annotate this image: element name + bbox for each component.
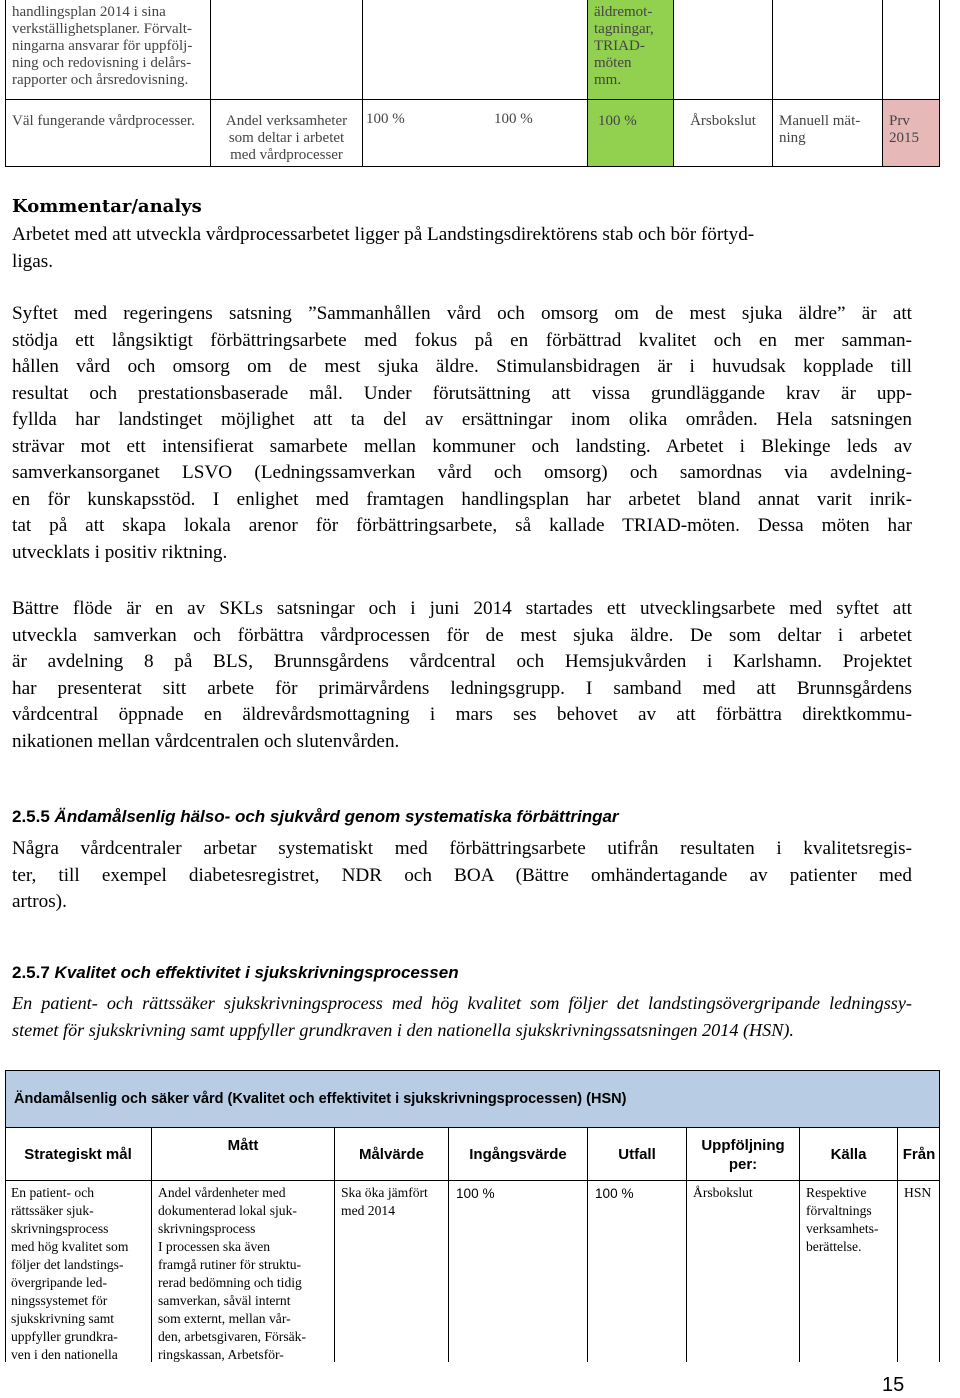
top-table-r0-green: äldremot- tagningar, TRIAD- möten mm. <box>587 0 674 100</box>
comment-paragraph: Arbetet med att utveckla vårdprocessarbetet ligger på Landstingsdirektörens stab och bör förtyd- ligas. <box>12 224 755 272</box>
top-table-r0-col2 <box>362 0 588 100</box>
hsn-cell-fran: HSN <box>904 1185 932 1200</box>
top-table-r1-kalla: Manuell mät- ning <box>772 99 883 167</box>
top-table-r1-col0: Väl fungerande vårdprocesser. <box>5 99 211 167</box>
top-table-r0-col0: handlingsplan 2014 i sina verkställighetsplaner. Förvalt- ningarna ansvarar för uppfölj- ning och redovisning i delårs- rapporter och årsredovisning. <box>5 0 211 100</box>
page-number: 15 <box>882 1374 905 1396</box>
section-255-text: Några vårdcentraler arbetar systematiskt med förbättringsarbete utifrån resultaten i kvalitetsregis- ter, till exempel diabetesregistret, NDR och BOA (Bättre omhändertagande av patienter med artros). <box>12 838 912 912</box>
top-table-r1-utfall: 100 % <box>587 99 674 167</box>
top-table-r0-col5 <box>772 0 883 100</box>
hsn-header-fran: Från <box>902 1146 936 1163</box>
top-table-ingangsvarde: 100 % <box>494 111 533 127</box>
hsn-cell-malvarde: Ska öka jämfört med 2014 <box>341 1185 428 1218</box>
hsn-cell-matt: Andel vårdenheter med dokumenterad lokal sjuk- skrivningsprocess I processen ska även framgå rutiner för struktu- rerad bedömning och tidig samverkan, såväl internt som externt, mellan vår- den, arbetsgivaren, Försäk- ringskassan, Arbetsför- <box>158 1185 306 1362</box>
top-table-r0-col4 <box>673 0 773 100</box>
comment-heading: Kommentar/analys <box>12 196 202 217</box>
hsn-table-title-bar <box>5 1070 940 1128</box>
top-table-r0-col6 <box>882 0 940 100</box>
hsn-header-uppfoljning: Uppföljning per: <box>701 1137 785 1173</box>
section-257-heading: 2.5.7 Kvalitet och effektivitet i sjukskrivningsprocessen <box>12 963 459 982</box>
hsn-header-ingangsvarde: Ingångsvärde <box>469 1146 567 1163</box>
top-table-r0-col1 <box>210 0 363 100</box>
top-table-malvarde: 100 % <box>366 111 405 127</box>
hsn-table-title: Ändamålsenlig och säker vård (Kvalitet och effektivitet i sjukskrivningsprocessen) (HSN) <box>14 1091 627 1107</box>
hsn-cell-utfall: 100 % <box>595 1186 634 1201</box>
hsn-cell-ingangsvarde: 100 % <box>456 1186 495 1201</box>
hsn-cell-kalla: Respektive förvaltnings verksamhets- berättelse. <box>806 1185 879 1254</box>
top-table-r1-fran: Prv 2015 <box>882 99 940 167</box>
section-255-heading: 2.5.5 Ändamålsenlig hälso- och sjukvård genom systematiska förbättringar <box>12 807 619 826</box>
top-table-r1-col1: Andel verksamheter som deltar i arbetet med vårdprocesser <box>210 99 363 167</box>
battre-flode-paragraph: Bättre flöde är en av SKLs satsningar och i juni 2014 startades ett utvecklingsarbete med syftet att utveckla samverkan och förbättra vårdprocessen för de mest sjuka äldre. De som deltar i arbetet är avdelning 8 på BLS, Brunnsgårdens vårdcentral och Hemsjukvården i Karlshamn. Projektet har presenterat sitt arbete för primärvårdens ledningsgrupp. I samband med att Brunnsgårdens vårdcentral öppnade en äldrevårdsmottagning i mars ses behovet av att förbättra direktkommu- nikationen mellan vårdcentralen och slutenvården. <box>12 598 912 752</box>
hsn-header-utfall: Utfall <box>618 1146 656 1163</box>
satsning-paragraph: Syftet med regeringens satsning ”Sammanhållen vård och omsorg om de mest sjuka äldre” är att stödja ett långsiktigt förbättringsarbete med fokus på en förbättrad kvalitet och en mer samman- hållen vård och omsorg om de mest sjuka äldre. Stimulansbidragen är i huvudsak kopplade till resultat och prestationsbaserade mål. Under förutsättning att vissa grundläggande krav är upp- fyllda har landstinget möjlighet att ta del av ersättningar inom olika områden. Hela satsningen strävar mot ett intensifierat samarbete mellan kommuner och landsting. Arbetet i Blekinge leds av samverkansorganet LSVO (Ledningssamverkan vård och omsorg) och samordnas via avdelning- en för kunskapsstöd. I enlighet med framtagen handlingsplan har arbetet bland annat varit inrik- tat på att skapa lokala arenor för förbättringsarbete, så kallade TRIAD-möten. Dessa möten har utvecklats i positiv riktning. <box>12 303 912 563</box>
hsn-header-malvarde: Målvärde <box>358 1146 425 1163</box>
hsn-header-matt: Mått <box>227 1137 259 1154</box>
hsn-header-kalla: Källa <box>830 1146 867 1163</box>
hsn-cell-uppfoljning: Årsbokslut <box>693 1185 753 1200</box>
top-table-r1-values <box>362 99 588 167</box>
hsn-cell-strategiskt-mal: En patient- och rättssäker sjuk- skrivningsprocess med hög kvalitet som följer det landstings- övergripande led- ningssystemet för sjukskrivning samt uppfyller grundkra- ven i den nationella <box>11 1185 129 1362</box>
hsn-header-strategiskt-mal: Strategiskt mål <box>24 1146 132 1163</box>
top-table-r1-uppfoljning: Årsbokslut <box>673 99 773 167</box>
section-257-text: En patient- och rättssäker sjukskrivningsprocess med hög kvalitet som följer det landstingsövergripande ledningssy- stemet för sjukskrivning samt uppfyller grundkraven i den nationella sjukskrivningssatsningen 2014 (HSN). <box>12 993 912 1040</box>
hsn-col-divider <box>151 1127 152 1362</box>
